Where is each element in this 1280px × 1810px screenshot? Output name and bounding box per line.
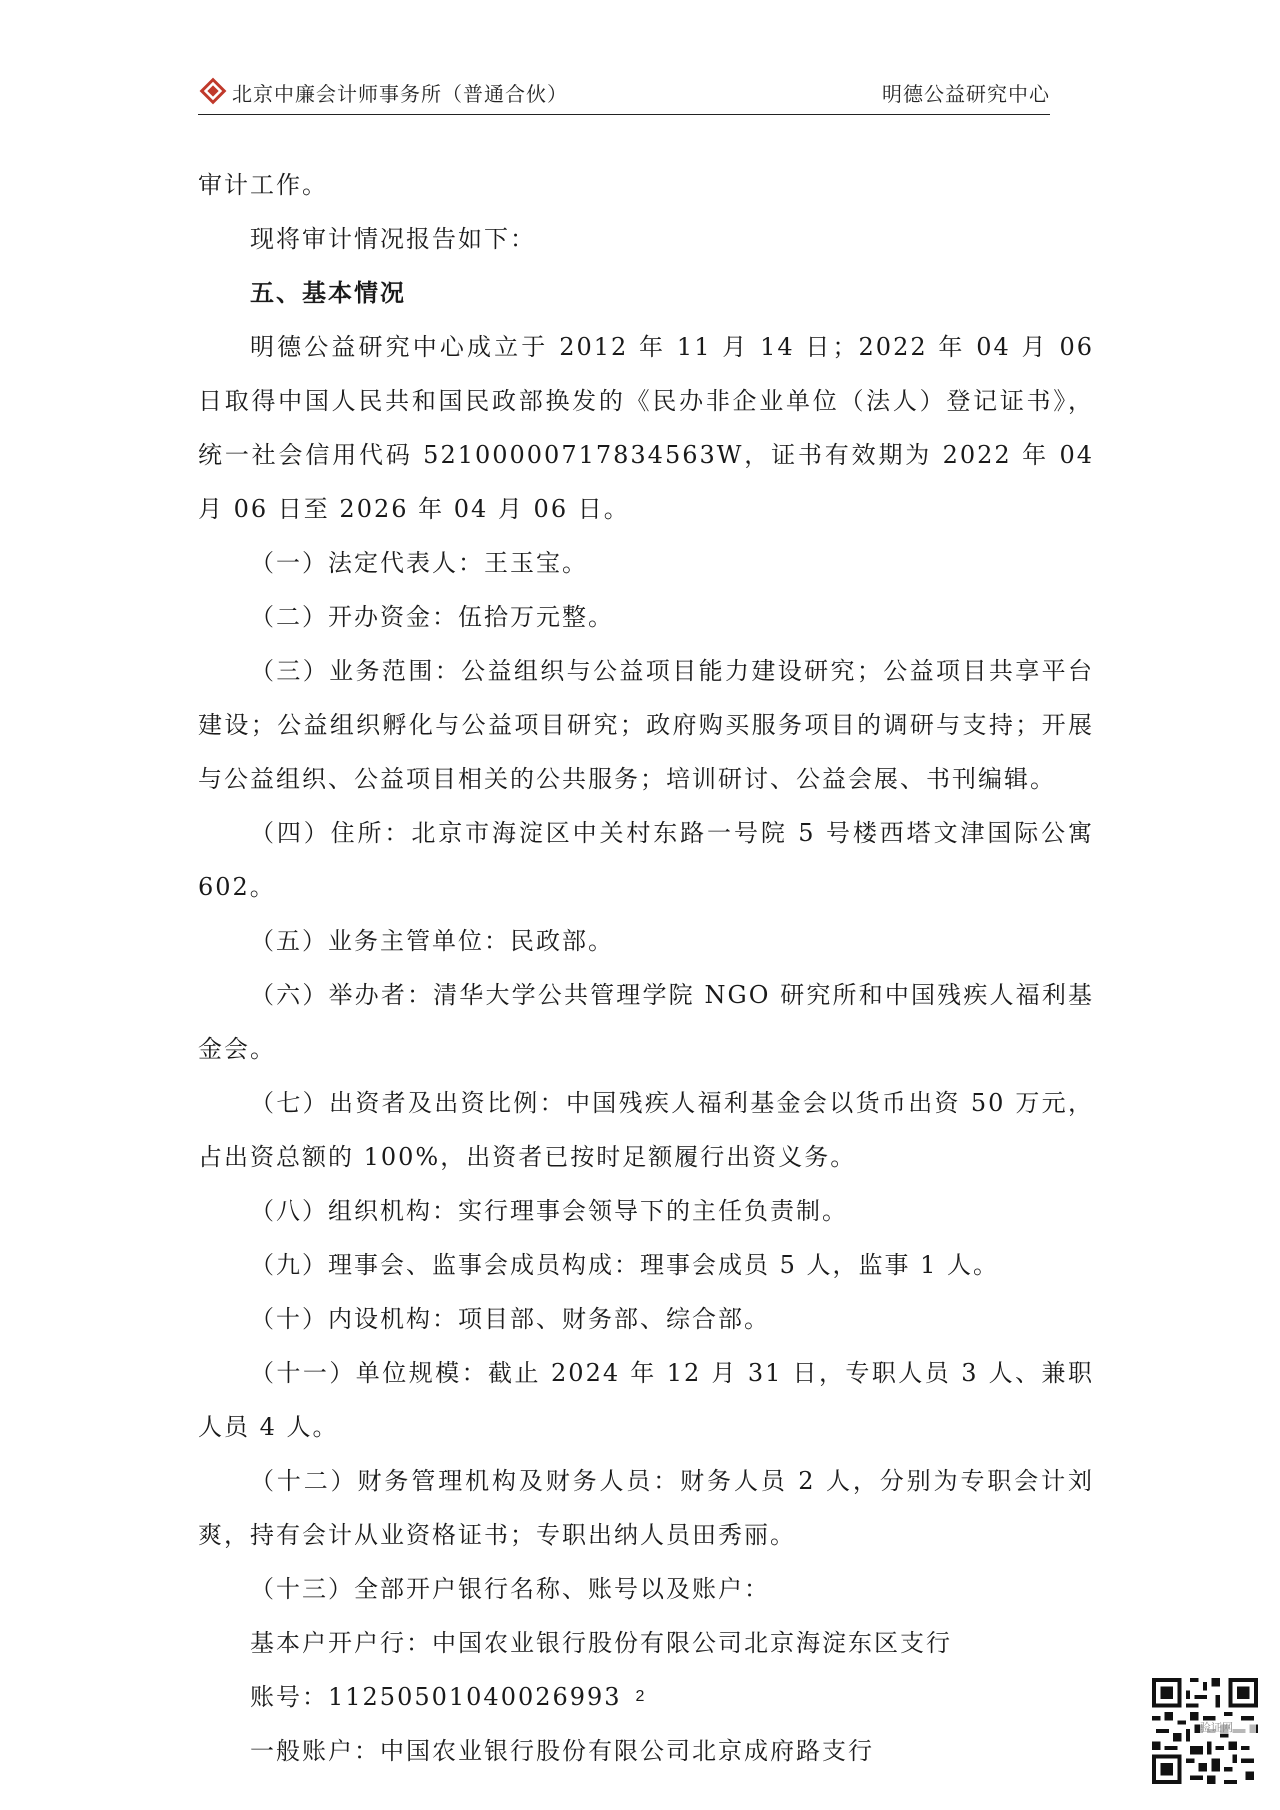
bank-line: 基本户开户行：中国农业银行股份有限公司北京海淀东区支行 <box>250 1629 952 1657</box>
client-name: 明德公益研究中心 <box>882 82 1050 106</box>
qr-verify-label: 验证网 <box>1200 1722 1256 1734</box>
paragraph: （十一）单位规模：截止 2024 年 12 月 31 日，专职人员 3 人、兼职人员 4 人。 <box>198 1359 1094 1441</box>
paragraph: （四）住所：北京市海淀区中关村东路一号院 5 号楼西塔文津国际公寓 602。 <box>198 819 1094 901</box>
paragraph: 现将审计情况报告如下： <box>250 225 536 253</box>
paragraph: （六）举办者：清华大学公共管理学院 NGO 研究所和中国残疾人福利基金会。 <box>198 981 1094 1063</box>
section-heading: 五、基本情况 <box>250 279 406 307</box>
bank-line: 一般账户：中国农业银行股份有限公司北京成府路支行 <box>250 1737 874 1765</box>
paragraph: （一）法定代表人：王玉宝。 <box>250 549 588 577</box>
paragraph: （五）业务主管单位：民政部。 <box>250 927 614 955</box>
paragraph: （十二）财务管理机构及财务人员：财务人员 2 人，分别为专职会计刘爽，持有会计从业资格证书；专职出纳人员田秀丽。 <box>198 1467 1094 1549</box>
firm-logo-icon <box>198 76 228 106</box>
page-number: 2 <box>635 1688 645 1705</box>
firm-name: 北京中廉会计师事务所（普通合伙） <box>232 82 568 106</box>
page-header <box>198 70 1050 115</box>
paragraph: （二）开办资金：伍拾万元整。 <box>250 603 614 631</box>
paragraph: 明德公益研究中心成立于 2012 年 11 月 14 日；2022 年 04 月 06 日取得中国人民共和国民政部换发的《民办非企业单位（法人）登记证书》，统一社会信用代码 52100000717834563W，证书有效期为 2022 年 04 月 06 日至 2026 年 04 月 06 日。 <box>198 333 1094 523</box>
paragraph: （十）内设机构：项目部、财务部、综合部。 <box>250 1305 770 1333</box>
paragraph: （十三）全部开户银行名称、账号以及账户： <box>250 1575 770 1603</box>
account-number: 账号：11250501040026993 <box>250 1683 622 1711</box>
paragraph: （八）组织机构：实行理事会领导下的主任负责制。 <box>250 1197 848 1225</box>
paragraph: 审计工作。 <box>198 171 328 199</box>
paragraph: （七）出资者及出资比例：中国残疾人福利基金会以货币出资 50 万元，占出资总额的 100%，出资者已按时足额履行出资义务。 <box>198 1089 1094 1171</box>
report-body <box>198 158 1094 1778</box>
paragraph: （九）理事会、监事会成员构成：理事会成员 5 人，监事 1 人。 <box>250 1251 1000 1279</box>
paragraph: （三）业务范围：公益组织与公益项目能力建设研究；公益项目共享平台建设；公益组织孵化与公益项目研究；政府购买服务项目的调研与支持；开展与公益组织、公益项目相关的公共服务；培训研讨、公益会展、书刊编辑。 <box>198 657 1094 793</box>
